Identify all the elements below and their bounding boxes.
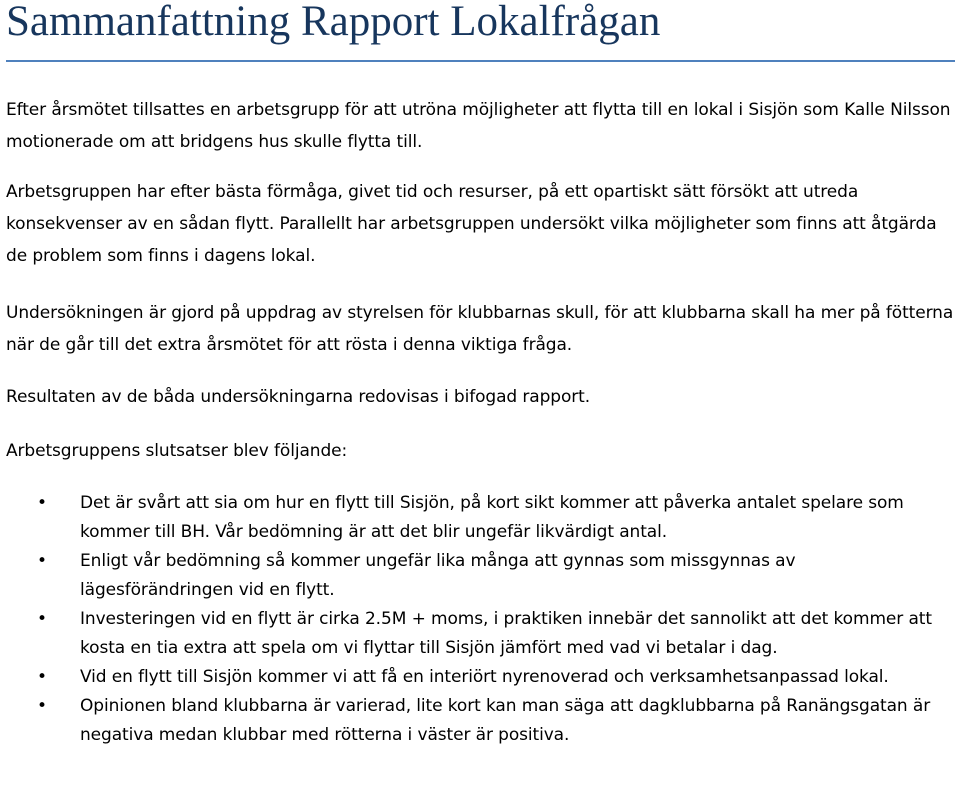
title-underline [6, 60, 955, 62]
paragraph-conclusions-heading: Arbetsgruppens slutsatser blev följande: [6, 441, 348, 461]
list-item [0, 489, 950, 547]
list-item-text: Vid en flytt till Sisjön kommer vi att få en interiört nyrenoverad och verksamhetsanpassad lokal. [80, 667, 889, 687]
list-item [0, 605, 950, 663]
document-title: Sammanfattning Rapport Lokalfrågan [6, 0, 661, 45]
paragraph-intro: Efter årsmötet tillsattes en arbetsgrupp för att utröna möjligheter att flytta till en lokal i Sisjön som Kalle Nilsson motionerade om att bridgens hus skulle flytta till. [6, 100, 951, 152]
list-item [0, 547, 950, 605]
list-item [0, 663, 950, 692]
list-item-text: Enligt vår bedömning så kommer ungefär lika många att gynnas som missgynnas av lägesförändringen vid en flytt. [80, 551, 796, 600]
list-item-text: Det är svårt att sia om hur en flytt till Sisjön, på kort sikt kommer att påverka antalet spelare som kommer till BH. Vår bedömning är att det blir ungefär likvärdigt antal. [80, 493, 904, 542]
list-item-text: Investeringen vid en flytt är cirka 2.5M + moms, i praktiken innebär det sannolikt att det kommer att kosta en tia extra att spela om vi flyttar till Sisjön jämfört med vad vi betalar i dag. [80, 609, 932, 658]
paragraph-purpose: Undersökningen är gjord på uppdrag av styrelsen för klubbarnas skull, för att klubbarna skall ha mer på fötterna när de går till det extra årsmötet för att rösta i denna viktiga fråga. [6, 303, 954, 355]
bullet-icon: • [37, 551, 47, 571]
list-item-text: Opinionen bland klubbarna är varierad, lite kort kan man säga att dagklubbarna på Ranängsgatan är negativa medan klubbar med rötterna i väster är positiva. [80, 696, 931, 745]
paragraph-method: Arbetsgruppen har efter bästa förmåga, givet tid och resurser, på ett opartiskt sätt försökt att utreda konsekvenser av en sådan flytt. Parallellt har arbetsgruppen undersökt vilka möjligheter som finns att åtgärda de problem som finns i dagens lokal. [6, 182, 937, 266]
paragraph-results: Resultaten av de båda undersökningarna redovisas i bifogad rapport. [6, 387, 591, 407]
list-item [0, 692, 950, 750]
bullet-icon: • [37, 493, 47, 513]
conclusions-list [0, 489, 959, 750]
bullet-icon: • [37, 609, 47, 629]
bullet-icon: • [37, 696, 47, 716]
bullet-icon: • [37, 667, 47, 687]
